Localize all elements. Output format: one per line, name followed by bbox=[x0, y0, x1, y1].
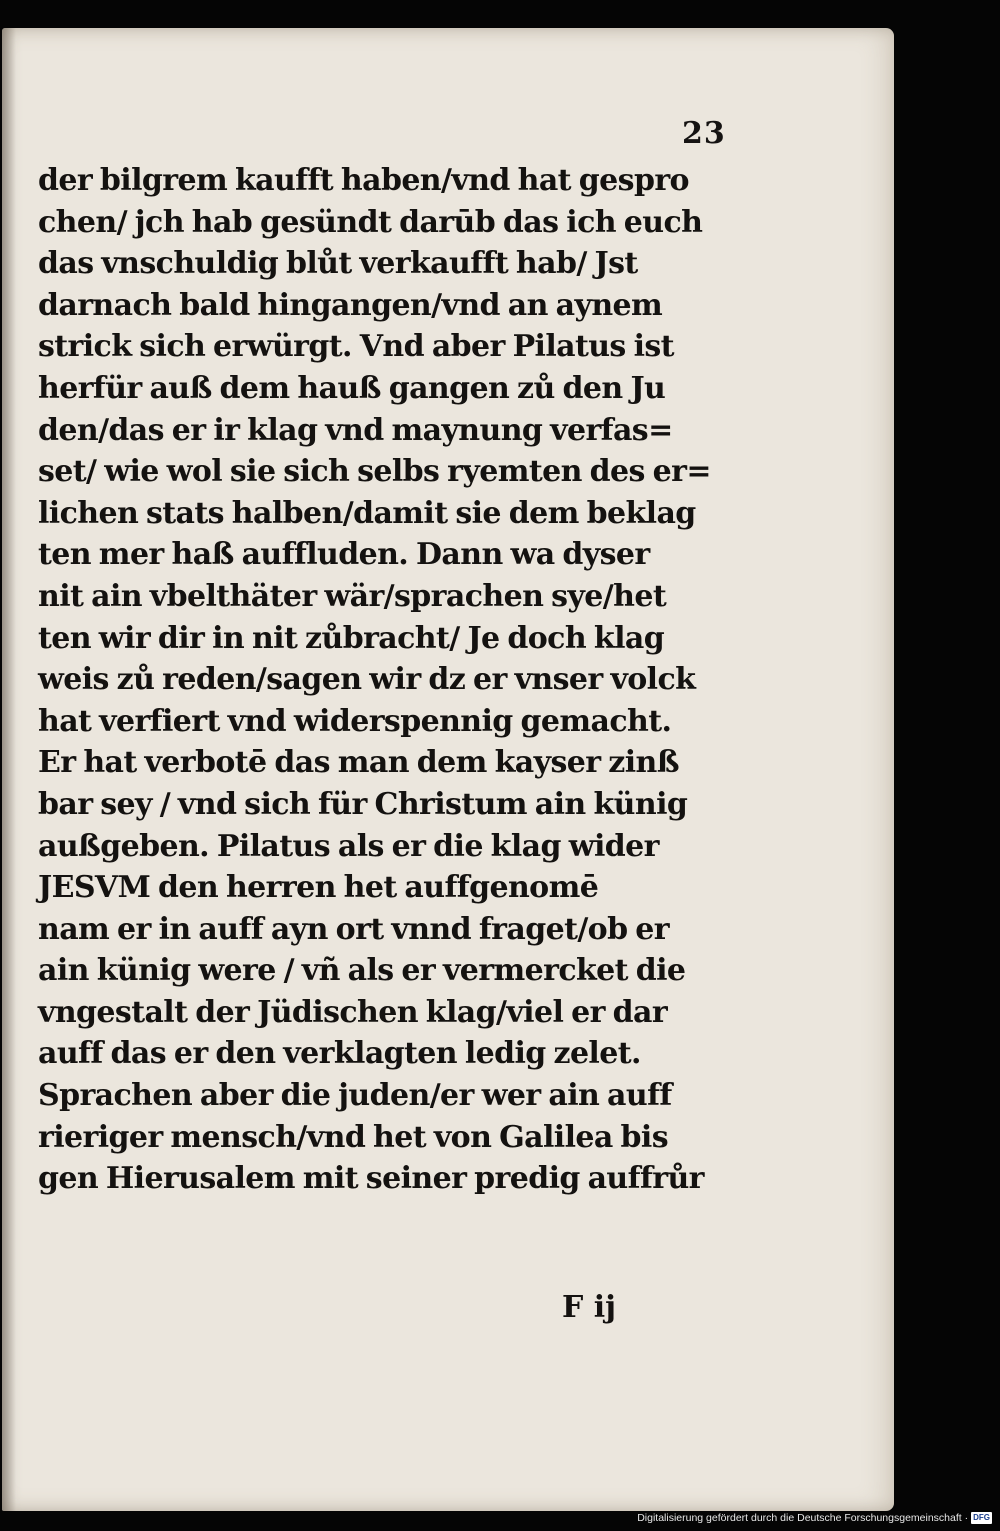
book-page bbox=[2, 28, 894, 1511]
text-block bbox=[38, 160, 738, 1200]
text-line: ten wir dir in nit zůbracht/ Je doch klag bbox=[38, 620, 665, 656]
text-line: weis zů reden/sagen wir dz er vnser volck bbox=[38, 662, 696, 698]
text-line: nam er in auff ayn ort vnnd fraget/ob er bbox=[38, 911, 670, 947]
text-line: Er hat verbotē das man dem kayser zinß bbox=[38, 745, 679, 781]
text-line: nit ain vbelthäter wär/sprachen sye/het bbox=[38, 578, 667, 614]
text-line: hat verfiert vnd widerspennig gemacht. bbox=[38, 703, 672, 739]
signature-mark: F ij bbox=[562, 1290, 616, 1325]
text-line: set/ wie wol sie sich selbs ryemten des er= bbox=[38, 454, 711, 490]
text-line: außgeben. Pilatus als er die klag wider bbox=[38, 828, 659, 864]
dfg-logo: DFG bbox=[973, 1513, 990, 1522]
text-line: strick sich erwürgt. Vnd aber Pilatus ist bbox=[38, 329, 674, 365]
text-line: rieriger mensch/vnd het von Galilea bis bbox=[38, 1119, 669, 1155]
text-line: ain künig were / vñ als er vermercket die bbox=[38, 953, 686, 989]
text-line: gen Hierusalem mit seiner predig auffrůr bbox=[38, 1161, 704, 1197]
text-line: der bilgrem kaufft haben/vnd hat gespro bbox=[38, 163, 689, 198]
text-line: lichen stats halben/damit sie dem beklag bbox=[38, 495, 696, 531]
text-line: chen/ jch hab gesündt darūb das ich euch bbox=[38, 204, 703, 240]
text-line: ten mer haß auffluden. Dann wa dyser bbox=[38, 537, 650, 573]
footer-credit-text: Digitalisierung gefördert durch die Deutsche Forschungsgemeinschaft · bbox=[637, 1512, 969, 1524]
text-line: herfür auß dem hauß gangen zů den Ju bbox=[38, 370, 666, 406]
text-line: vngestalt der Jüdischen klag/viel er dar bbox=[38, 994, 668, 1030]
text-line: darnach bald hingangen/vnd an aynem bbox=[38, 287, 663, 323]
text-line: JESVM den herren het auffgenomē bbox=[38, 870, 599, 906]
page-number: 23 bbox=[682, 116, 726, 151]
text-line: bar sey / vnd sich für Christum ain künig bbox=[38, 786, 688, 822]
text-line: auff das er den verklagten ledig zelet. bbox=[38, 1036, 641, 1072]
text-line: den/das er ir klag vnd maynung verfas= bbox=[38, 412, 673, 448]
text-line: Sprachen aber die juden/er wer ain auff bbox=[38, 1078, 672, 1114]
text-line: das vnschuldig blůt verkaufft hab/ Jst bbox=[38, 246, 638, 282]
footer-credit bbox=[637, 1509, 992, 1527]
